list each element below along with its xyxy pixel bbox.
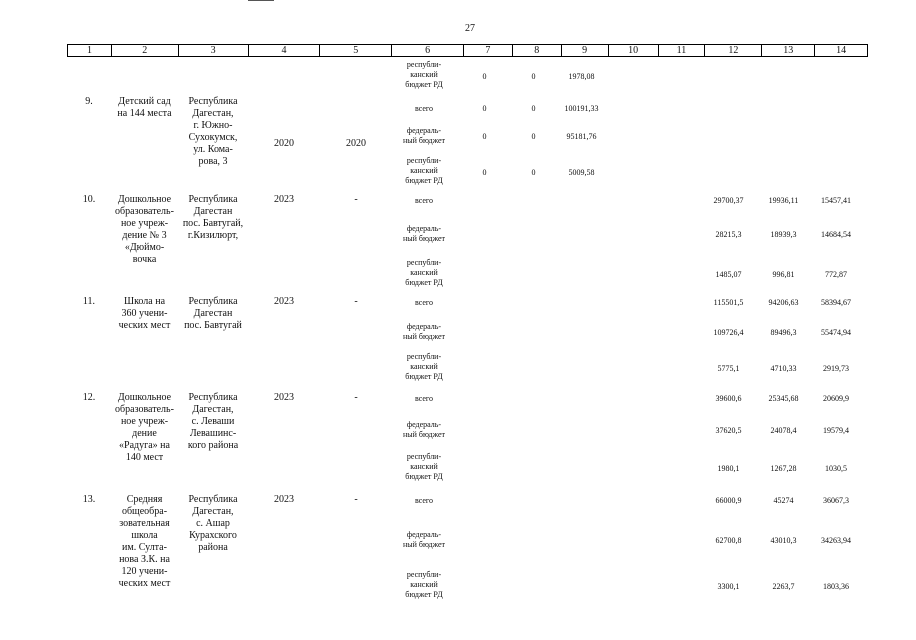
row-number: 12. xyxy=(82,392,96,403)
table-cell: 95181,76 xyxy=(566,132,597,141)
table-cell: федераль- ный бюджет xyxy=(402,530,446,549)
table-cell: 14684,54 xyxy=(821,230,851,239)
table-cell: федераль- ный бюджет xyxy=(402,420,446,439)
header-col-4: 4 xyxy=(249,45,321,56)
table-cell: 772,87 xyxy=(825,270,847,279)
table-cell: 62700,8 xyxy=(715,536,742,545)
table-cell: республи- канский бюджет РД xyxy=(405,452,443,481)
header-col-12: 12 xyxy=(705,45,762,56)
table-cell: всего xyxy=(414,496,433,505)
table-cell: 4710,33 xyxy=(770,364,797,373)
table-cell: 1978,08 xyxy=(568,72,595,81)
table-cell: 2020 xyxy=(346,138,366,149)
header-col-3: 3 xyxy=(179,45,249,56)
table-cell: 2023 xyxy=(274,494,294,505)
header-col-5: 5 xyxy=(320,45,392,56)
table-cell: республи- канский бюджет РД xyxy=(405,352,443,381)
table-cell: - xyxy=(354,296,358,307)
table-cell: 18939,3 xyxy=(770,230,797,239)
table-cell: 5009,58 xyxy=(568,168,595,177)
table-cell: 94206,63 xyxy=(768,298,799,307)
table-cell: 2023 xyxy=(274,392,294,403)
object-address: Республика Дагестан, с. Ашар Курахского района xyxy=(188,494,238,553)
table-cell: 29700,37 xyxy=(713,196,744,205)
table-cell: 2020 xyxy=(274,138,294,149)
header-col-1: 1 xyxy=(68,45,112,56)
table-cell: 0 xyxy=(482,132,487,141)
table-cell: республи- канский бюджет РД xyxy=(405,258,443,287)
table-cell: 0 xyxy=(531,72,536,81)
header-col-6: 6 xyxy=(392,45,464,56)
table-cell: 37620,5 xyxy=(715,426,742,435)
table-cell: 34263,94 xyxy=(821,536,851,545)
header-col-11: 11 xyxy=(659,45,706,56)
header-col-9: 9 xyxy=(562,45,609,56)
table-cell: 996,81 xyxy=(772,270,795,279)
table-cell: 1980,1 xyxy=(717,464,740,473)
header-col-2: 2 xyxy=(112,45,179,56)
object-name: Дошкольное образователь- ное учреж- дение «Радуга» на 140 мест xyxy=(115,392,174,463)
table-cell: 28215,3 xyxy=(715,230,742,239)
table-cell: 0 xyxy=(482,72,487,81)
table-cell: 19579,4 xyxy=(823,426,849,435)
table-cell: - xyxy=(354,194,358,205)
table-cell: всего xyxy=(414,394,433,403)
table-cell: 0 xyxy=(482,104,487,113)
table-cell: 100191,33 xyxy=(564,104,599,113)
table-cell: 36067,3 xyxy=(823,496,849,505)
table-cell: 66000,9 xyxy=(715,496,742,505)
table-cell: 2263,7 xyxy=(772,582,795,591)
table-cell: 19936,11 xyxy=(768,196,799,205)
table-cell: 1030,5 xyxy=(825,464,847,473)
table-cell: 58394,67 xyxy=(821,298,851,307)
table-cell: 0 xyxy=(531,104,536,113)
table-cell: федераль- ный бюджет xyxy=(402,322,446,341)
header-col-14: 14 xyxy=(836,45,847,56)
table-cell: 25345,68 xyxy=(768,394,799,403)
table-cell: федераль- ный бюджет xyxy=(402,126,446,145)
table-cell: 45274 xyxy=(773,496,794,505)
table-cell: 55474,94 xyxy=(821,328,851,337)
object-name: Средняя общеобра- зовательная школа им. Султа- нова З.К. на 120 учени- ческих мест xyxy=(118,494,171,589)
table-cell: федераль- ный бюджет xyxy=(402,224,446,243)
table-cell: 2023 xyxy=(274,296,294,307)
table-cell: 1485,07 xyxy=(715,270,742,279)
table-cell: 0 xyxy=(482,168,487,177)
table-cell: 1803,36 xyxy=(823,582,849,591)
table-cell: республи- канский бюджет РД xyxy=(405,156,443,185)
row-number: 9. xyxy=(85,96,93,107)
table-cell: 5775,1 xyxy=(717,364,740,373)
object-address: Республика Дагестан пос. Бавтугай, г.Кизилюрт, xyxy=(182,194,244,241)
table-cell: всего xyxy=(414,104,433,113)
row-number: 13. xyxy=(82,494,96,505)
table-cell: 1267,28 xyxy=(770,464,797,473)
table-cell: 0 xyxy=(531,168,536,177)
table-cell: всего xyxy=(414,298,433,307)
table-cell: 89496,3 xyxy=(770,328,797,337)
table-cell: 109726,4 xyxy=(713,328,744,337)
row-number: 10. xyxy=(82,194,96,205)
object-name: Школа на 360 учени- ческих мест xyxy=(118,296,171,331)
header-col-7: 7 xyxy=(464,45,513,56)
table-header-row xyxy=(67,44,868,57)
table-cell: 3300,1 xyxy=(717,582,740,591)
header-col-10: 10 xyxy=(609,45,659,56)
header-col-13: 13 xyxy=(762,45,815,56)
table-cell: 24078,4 xyxy=(770,426,797,435)
table-cell: республи- канский бюджет РД xyxy=(405,570,443,599)
object-name: Детский сад на 144 места xyxy=(117,96,172,119)
table-cell: республи- канский бюджет РД xyxy=(405,60,443,89)
table-cell: 43010,3 xyxy=(770,536,797,545)
header-col-8: 8 xyxy=(513,45,562,56)
table-cell: - xyxy=(354,392,358,403)
object-address: Республика Дагестан, с. Леваши Левашинс- кого района xyxy=(187,392,239,451)
table-cell: 20609,9 xyxy=(823,394,849,403)
scan-mark xyxy=(248,0,274,1)
page-number: 27 xyxy=(465,23,475,34)
row-number: 11. xyxy=(82,296,96,307)
object-address: Республика Дагестан, г. Южно- Сухокумск, ул. Кома- рова, 3 xyxy=(188,96,238,167)
table-cell: 2919,73 xyxy=(823,364,849,373)
table-cell: - xyxy=(354,494,358,505)
table-cell: 0 xyxy=(531,132,536,141)
table-cell: 2023 xyxy=(274,194,294,205)
table-cell: всего xyxy=(414,196,433,205)
table-cell: 115501,5 xyxy=(713,298,744,307)
table-cell: 39600,6 xyxy=(715,394,742,403)
object-address: Республика Дагестан пос. Бавтугай xyxy=(184,296,242,331)
object-name: Дошкольное образователь- ное учреж- дение № 3 «Дюймо- вочка xyxy=(115,194,174,265)
table-cell: 15457,41 xyxy=(821,196,851,205)
